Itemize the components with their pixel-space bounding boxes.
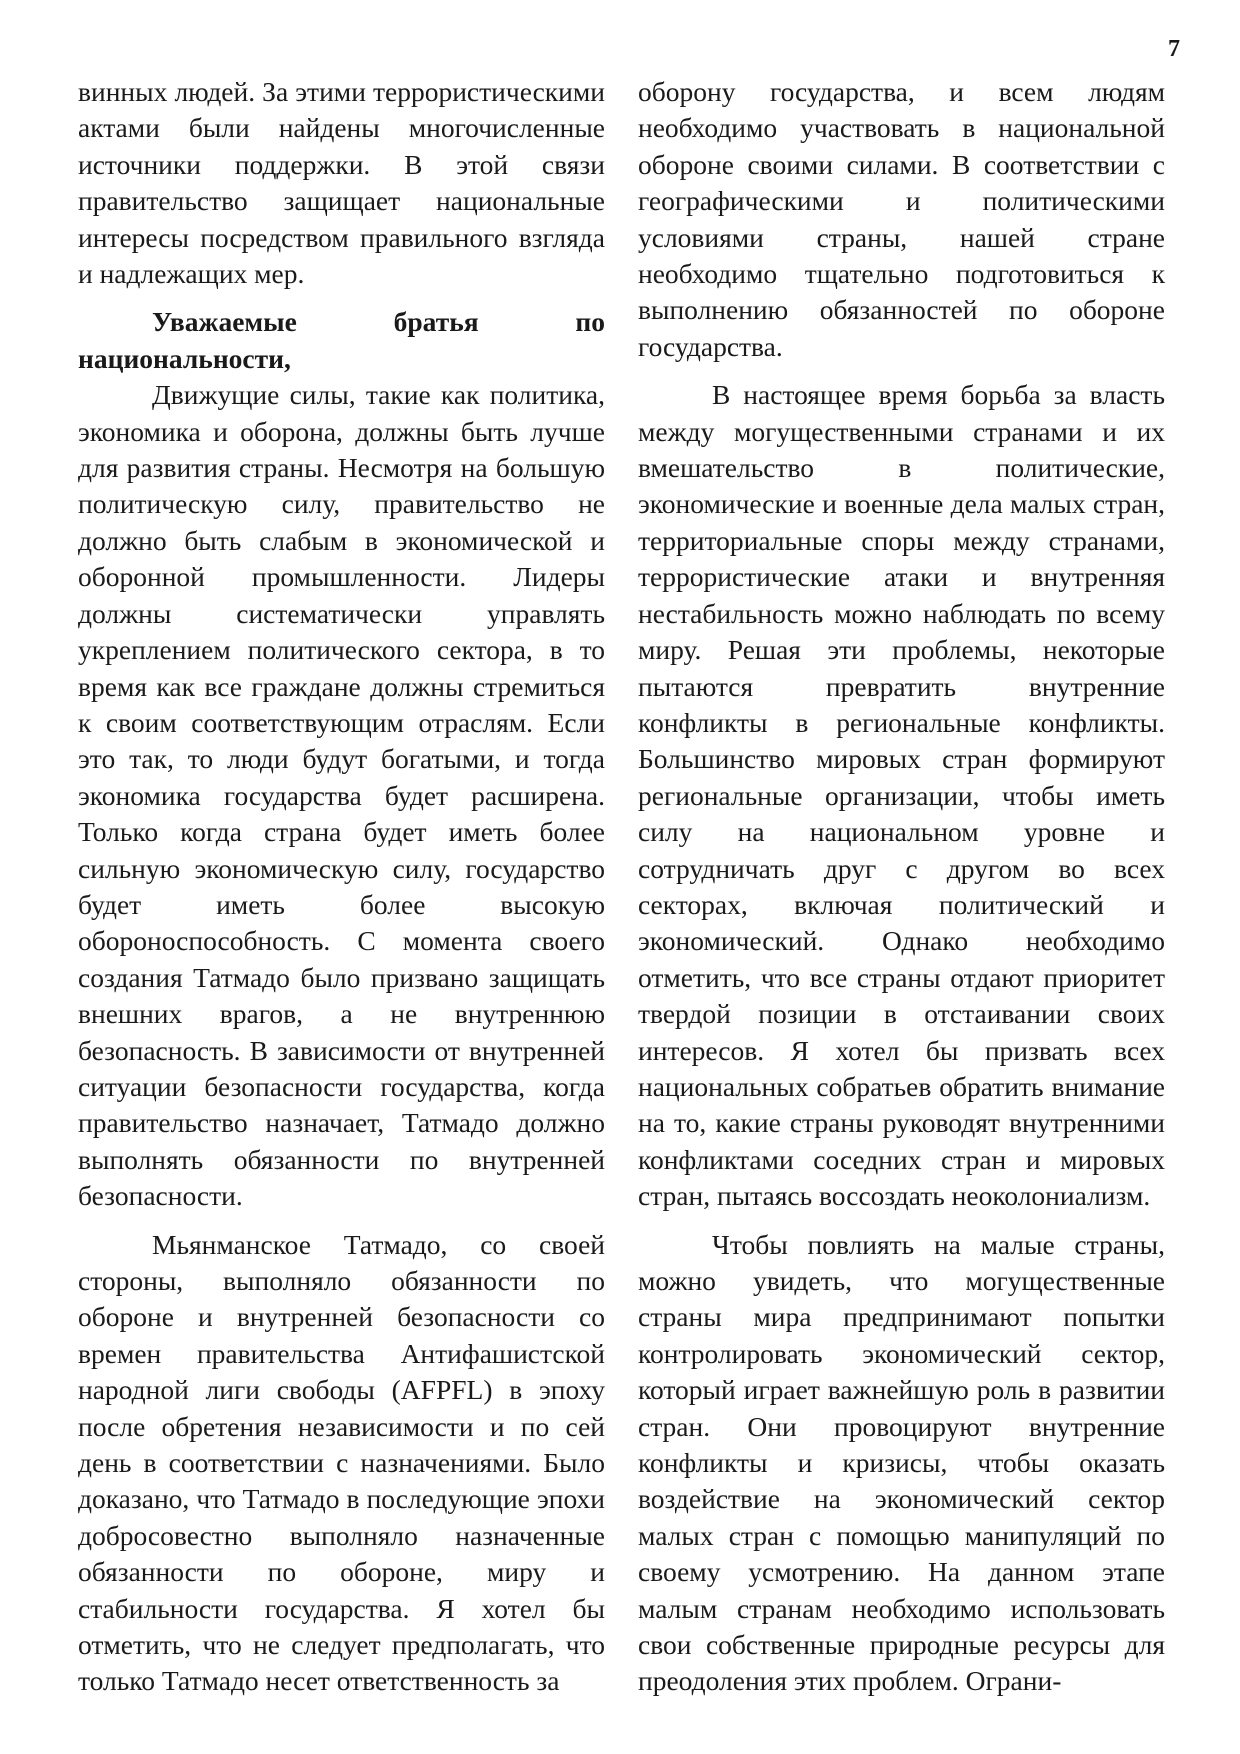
right-column	[638, 74, 1165, 1700]
page-number: 7	[1168, 36, 1180, 62]
left-paragraph-3: Мьянманское Татмадо, со своей стороны, выполняло обязанности по обороне и внутренней безопасности со времен правительства Антифашистской народной лиги свободы (AFPFL) в эпоху после обретения независимости и по сей день в соответствии с назначениями. Было доказано, что Татмадо в последующие эпохи добросовестно выполняло назначенные обязанности по обороне, миру и стабильности государства. Я хотел бы отметить, что не следует предполагать, что только Татмадо несет ответственность за	[78, 1228, 605, 1697]
left-paragraph-2: Движущие силы, такие как политика, экономика и оборона, должны быть лучше для развития страны. Несмотря на большую политическую силу, правительство не должно быть слабым в экономической и оборонной промышленности. Лидеры должны систематически управлять укреплением политического сектора, в то время как все граждане должны стремиться к своим соответствующим отраслям. Если это так, то люди будут богатыми, и тогда экономика государства будет расширена. Только когда страна будет иметь более сильную экономическую силу, государство будет иметь более высокую обороноспособность. С момента своего создания Татмадо было призвано защищать внешних врагов, а не внутреннюю безопасность. В зависимости от внутренней ситуации безопасности государства, когда правительство назначает, Татмадо должно выполнять обязанности по внутренней безопасности.	[78, 379, 605, 1212]
right-paragraph-3: Чтобы повлиять на малые страны, можно увидеть, что могущественные страны мира предпринимают попытки контролировать экономический сектор, который играет важнейшую роль в развитии стран. Они провоцируют внутренние конфликты и кризисы, чтобы оказать воздействие на экономический сектор малых стран с помощью манипуляций по своему усмотрению. На данном этапе малым странам необходимо использовать свои собственные природные ресурсы для преодоления этих проблем. Ограни-	[638, 1228, 1165, 1697]
right-paragraph-1: оборону государства, и всем людям необходимо участвовать в национальной обороне своими силами. В соответствии с географическими и политическими условиями страны, нашей стране необходимо тщательно подготовиться к выполнению обязанностей по обороне государства.	[638, 76, 1165, 362]
right-paragraph-2: В настоящее время борьба за власть между могущественными странами и их вмешательство в политические, экономические и военные дела малых стран, территориальные споры между странами, террористические атаки и внутренняя нестабильность можно наблюдать по всему миру. Решая эти проблемы, некоторые пытаются превратить внутренние конфликты в региональные конфликты. Большинство мировых стран формируют региональные организации, чтобы иметь силу на национальном уровне и сотрудничать друг с другом во всех секторах, включая политический и экономический. Однако необходимо отметить, что все страны отдают приоритет твердой позиции в отстаивании своих интересов. Я хотел бы призвать всех национальных собратьев обратить внимание на то, какие страны руководят внутренними конфликтами соседних стран и мировых стран, пытаясь воссоздать неоколониализм.	[638, 379, 1165, 1212]
left-column	[78, 74, 605, 1700]
address-heading: Уважаемые братья по национальности,	[78, 306, 605, 374]
left-paragraph-1: винных людей. За этими террористическими актами были найдены многочисленные источники поддержки. В этой связи правительство защищает национальные интересы посредством правильного взгляда и надлежащих мер.	[78, 76, 605, 290]
